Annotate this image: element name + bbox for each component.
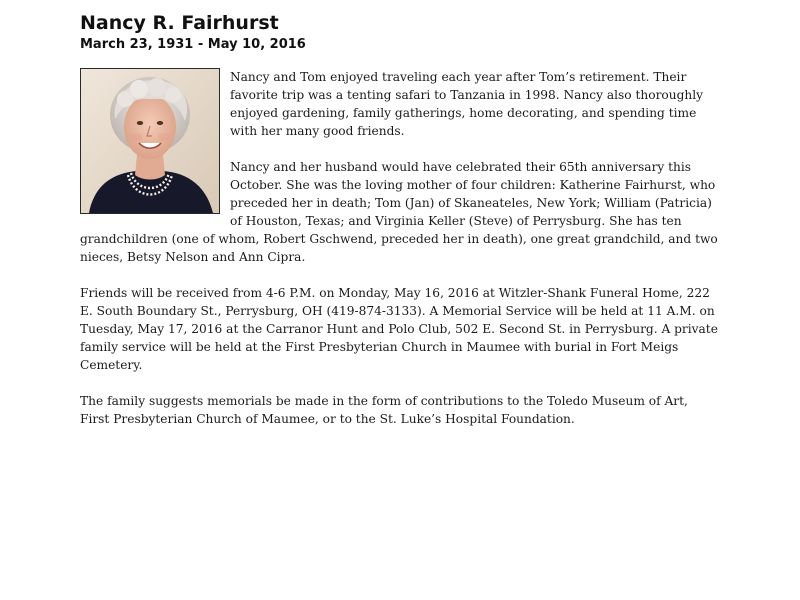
portrait-image [81, 69, 219, 213]
portrait-photo [80, 68, 220, 214]
obituary-paragraph: Nancy and Tom enjoyed traveling each year after Tom’s retirement. Their favorite trip was a tenting safari to Tanzania in 1998. Nancy also thoroughly enjoyed gardening, family gatherings, home decorating, and spending time with her many good friends. [230, 70, 704, 138]
obituary-paragraph: The family suggests memorials be made in the form of contributions to the Toledo Museum of Art, First Presbyterian Church of Maumee, or to the St. Luke’s Hospital Foundation. [80, 394, 688, 426]
obituary-body [80, 68, 720, 428]
obituary-dates: March 23, 1931 - May 10, 2016 [80, 37, 306, 52]
obituary-paragraph: Friends will be received from 4-6 P.M. on Monday, May 16, 2016 at Witzler-Shank Funeral Home, 222 E. South Boundary St., Perrysburg, OH (419-874-3133). A Memorial Service will be held at 11 A.M. on Tuesday, May 17, 2016 at the Carranor Hunt and Polo Club, 502 E. Second St. in Perrysburg. A private family service will be held at the First Presbyterian Church in Maumee with burial in Fort Meigs Cemetery. [80, 286, 718, 372]
obituary-name: Nancy R. Fairhurst [80, 12, 279, 34]
obituary-paragraph: Nancy and her husband would have celebrated their 65th anniversary this October. She was the loving mother of four children: Katherine Fairhurst, who preceded her in death; Tom (Jan) of Skaneateles, New York; William (Patricia) of Houston, Texas; and Virginia Keller (Steve) of Perrysburg. She has ten grandchildren (one of whom, Robert Gschwend, preceded her in death), one great grandchild, and two nieces, Betsy Nelson and Ann Cipra. [80, 160, 718, 264]
obituary-content [80, 10, 720, 446]
